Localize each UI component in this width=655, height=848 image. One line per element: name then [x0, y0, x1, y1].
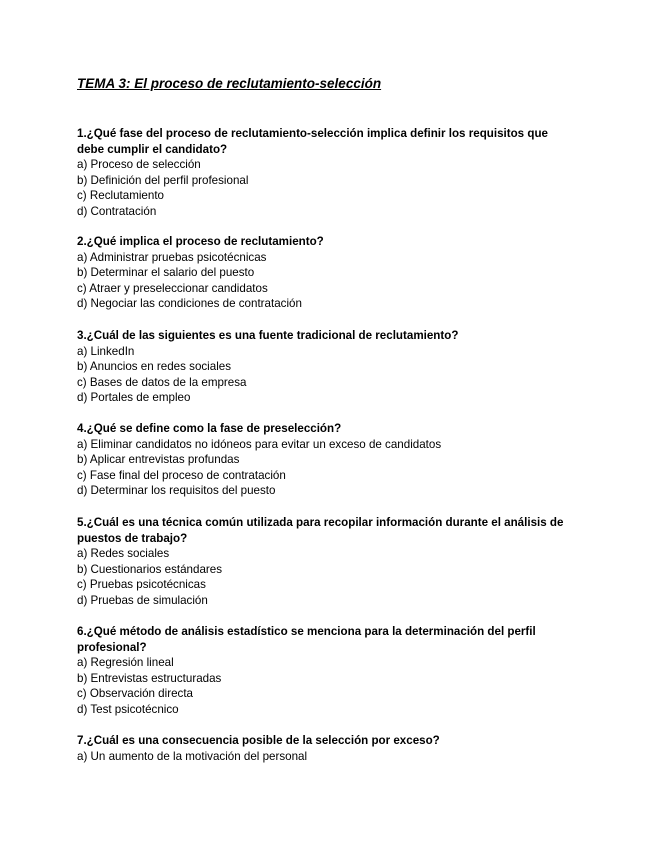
question-text: 6.¿Qué método de análisis estadístico se menciona para la determinación del perfil profesional?: [77, 625, 536, 654]
question-text: 5.¿Cuál es una técnica común utilizada para recopilar información durante el análisis de puestos de trabajo?: [77, 516, 564, 545]
answer-option: b) Anuncios en redes sociales: [77, 360, 232, 373]
question-5: [77, 515, 577, 608]
answer-option: d) Contratación: [77, 204, 157, 218]
answer-option: d) Pruebas de simulación: [77, 593, 208, 607]
answer-option: b) Aplicar entrevistas profundas: [77, 453, 240, 466]
question-text: 3.¿Cuál de las siguientes es una fuente tradicional de reclutamiento?: [77, 329, 459, 342]
question-text: 1.¿Qué fase del proceso de reclutamiento-selección implica definir los requisitos que debe cumplir el candidato?: [77, 127, 548, 156]
answer-option: c) Fase final del proceso de contratación: [77, 468, 286, 482]
answer-option: b) Determinar el salario del puesto: [77, 266, 255, 279]
answer-option: b) Entrevistas estructuradas: [77, 671, 222, 685]
answer-option: a) LinkedIn: [77, 344, 135, 358]
answer-option: a) Eliminar candidatos no idóneos para evitar un exceso de candidatos: [77, 437, 442, 451]
question-4: [77, 421, 577, 499]
answer-option: c) Reclutamiento: [77, 189, 164, 202]
question-1: [77, 126, 577, 219]
answer-option: d) Test psicotécnico: [77, 702, 179, 716]
question-text: 2.¿Qué implica el proceso de reclutamiento?: [77, 235, 324, 248]
question-6: [77, 624, 577, 717]
answer-option: d) Determinar los requisitos del puesto: [77, 484, 276, 497]
answer-option: c) Observación directa: [77, 687, 193, 700]
answer-option: c) Atraer y preseleccionar candidatos: [77, 281, 268, 295]
question-7: [77, 733, 577, 764]
answer-option: c) Bases de datos de la empresa: [77, 375, 247, 389]
answer-option: d) Portales de empleo: [77, 391, 191, 404]
question-text: 7.¿Cuál es una consecuencia posible de la selección por exceso?: [77, 734, 440, 747]
answer-option: b) Cuestionarios estándares: [77, 562, 223, 576]
answer-option: a) Administrar pruebas psicotécnicas: [77, 250, 267, 264]
question-3: [77, 328, 577, 406]
page-title: TEMA 3: El proceso de reclutamiento-selección: [77, 76, 382, 91]
answer-option: c) Pruebas psicotécnicas: [77, 578, 206, 591]
question-text: 4.¿Qué se define como la fase de preselección?: [77, 422, 342, 435]
answer-option: b) Definición del perfil profesional: [77, 173, 249, 187]
question-2: [77, 234, 577, 312]
answer-option: a) Proceso de selección: [77, 158, 201, 171]
answer-option: a) Un aumento de la motivación del personal: [77, 749, 308, 763]
answer-option: a) Redes sociales: [77, 547, 170, 560]
answer-option: d) Negociar las condiciones de contratación: [77, 297, 302, 310]
answer-option: a) Regresión lineal: [77, 656, 174, 669]
